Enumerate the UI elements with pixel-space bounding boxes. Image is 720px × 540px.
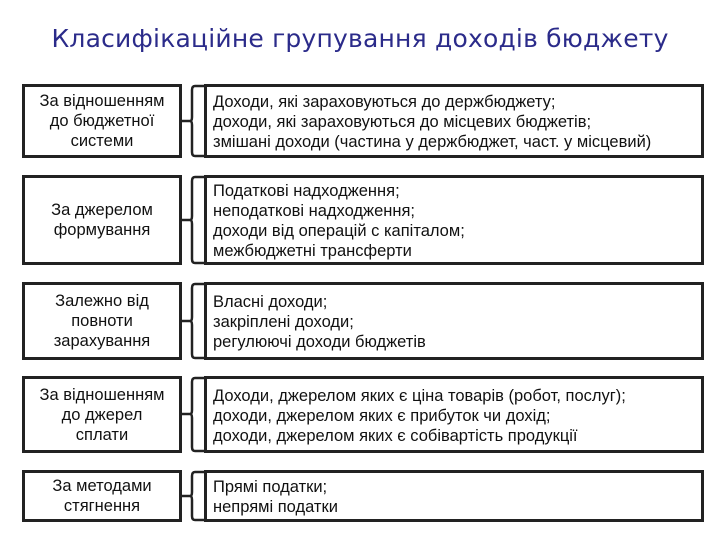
item-text: Прямі податки; [213, 478, 328, 496]
items-box [204, 84, 704, 158]
bracket-connector [182, 470, 204, 522]
category-label-line: стягнення [63, 497, 141, 515]
category-label-line: формування [53, 221, 151, 239]
classification-row [22, 470, 704, 522]
item-text: доходи, які зараховуються до місцевих бюджетів; [213, 113, 592, 131]
item-text: Доходи, які зараховуються до держбюджету; [213, 93, 556, 111]
item-text: змішані доходи (частина у держбюджет, част. у місцевий) [213, 133, 652, 151]
category-label-line: Залежно від [55, 292, 149, 310]
category-label-line: сплати [75, 425, 129, 444]
item-text: неподаткові надходження; [213, 202, 416, 220]
category-box [22, 175, 182, 265]
category-label-line: За джерелом [51, 201, 153, 219]
category-box [22, 84, 182, 158]
bracket-connector [182, 84, 204, 158]
classification-row [22, 84, 704, 158]
category-label-line: повноти [71, 312, 133, 330]
items-box [204, 282, 704, 360]
item-text: межбюджетні трансферти [213, 242, 412, 260]
diagram-title: Класифікаційне групування доходів бюджету [51, 24, 669, 53]
category-box [22, 282, 182, 360]
item-text: закріплені доходи; [213, 313, 354, 331]
category-label-line: За методами [52, 477, 152, 495]
classification-row [22, 282, 704, 360]
items-box [204, 470, 704, 522]
category-label-line: до джерел [61, 405, 143, 424]
category-label-line: системи [70, 132, 134, 150]
category-label-line: За відношенням [39, 385, 165, 404]
bracket-connector [182, 376, 204, 453]
items-box [204, 175, 704, 265]
item-text: непрямі податки [213, 498, 338, 516]
bracket-connector [182, 282, 204, 360]
item-text: доходи, джерелом яких є прибуток чи дохід; [213, 406, 551, 425]
item-text: регулюючі доходи бюджетів [213, 333, 426, 351]
item-text: доходи від операцій с капіталом; [213, 222, 465, 240]
bracket-connector [182, 175, 204, 265]
category-label-line: до бюджетної [49, 112, 155, 130]
item-text: Доходи, джерелом яких є ціна товарів (робот, послуг); [213, 386, 626, 405]
category-label-line: За відношенням [39, 92, 165, 110]
items-box [204, 376, 704, 453]
classification-row [22, 376, 704, 453]
item-text: доходи, джерелом яких є собівартість продукції [213, 426, 578, 445]
category-box [22, 376, 182, 453]
item-text: Власні доходи; [213, 293, 328, 311]
classification-row [22, 175, 704, 265]
category-box [22, 470, 182, 522]
item-text: Податкові надходження; [213, 182, 400, 200]
category-label-line: зарахування [53, 332, 151, 350]
